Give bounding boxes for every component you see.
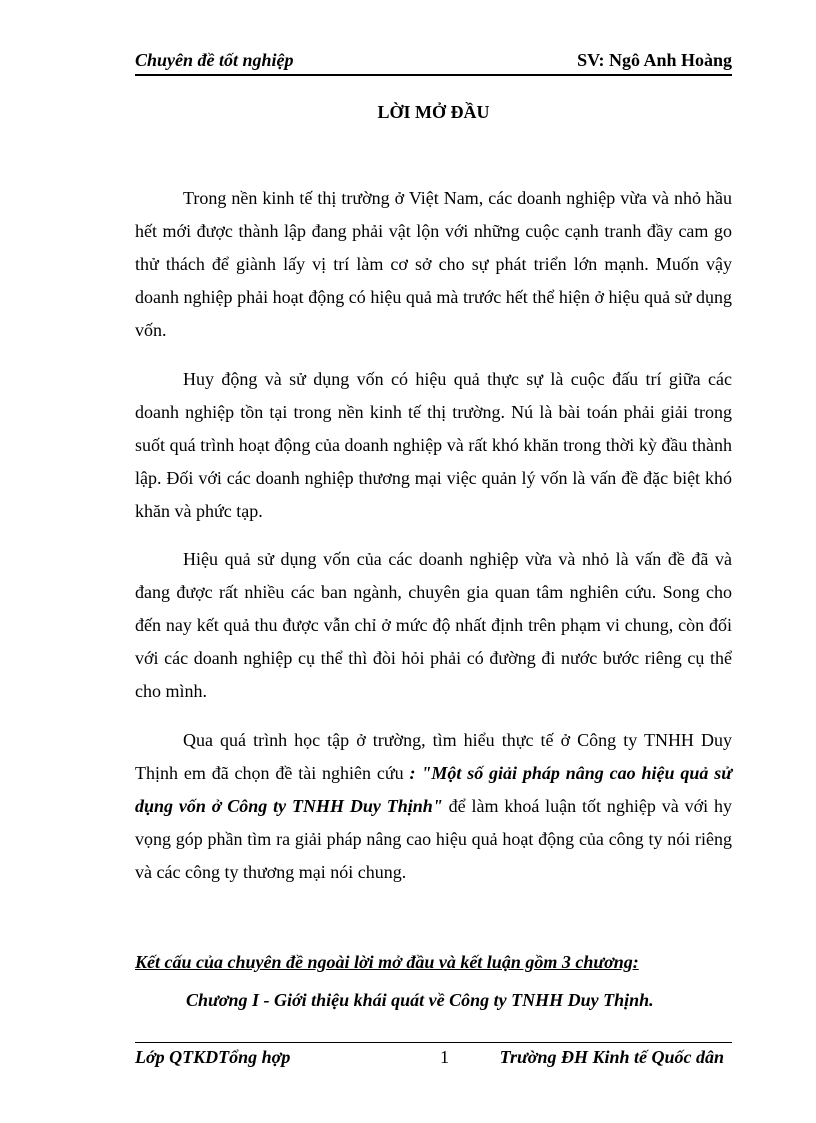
thesis-topic-emphasis: : "Một số giải pháp nâng cao hiệu quả sử dụng vốn ở Công ty TNHH Duy Thịnh" [135,763,732,816]
paragraph-2-text: Huy động và sử dụng vốn có hiệu quả thực sự là cuộc đấu trí giữa các doanh nghiệp tồn tại trong nền kinh tế thị trường. Nú là bài toán phải giải trong suốt quá trình hoạt động của doanh nghiệp và rất khó khăn trong thời kỳ đầu thành lập. Đối với các doanh nghiệp thương mại việc quản lý vốn là vấn đề đặc biệt khó khăn và phức tạp. [135,369,732,521]
paragraph-4 [135,724,732,889]
paragraph-3-text: Hiệu quả sử dụng vốn của các doanh nghiệp vừa và nhỏ là vấn đề đã và đang được rất nhiều các ban ngành, chuyên gia quan tâm nghiên cứu. Song cho đến nay kết quả thu được vẫn chỉ ở mức độ nhất định trên phạm vi chung, còn đối với các doanh nghiệp cụ thể thì đòi hỏi phải có đường đi nước bước riêng cụ thể cho mình. [135,549,732,701]
header-student-name: SV: Ngô Anh Hoàng [577,50,732,70]
paragraph-3 [135,543,732,708]
footer-class-name: Lớp QTKDTổng hợp [135,1047,291,1067]
paragraph-4-after: để làm khoá luận tốt nghiệp và với hy vọng góp phần tìm ra giải pháp nâng cao hiệu quả hoạt động của công ty nói riêng và các công ty thương mại nói chung. [135,796,732,882]
page-title: LỜI MỞ ĐẦU [377,102,490,122]
footer-page-number: 1 [440,1047,449,1067]
paragraph-4-text [135,724,732,889]
paragraph-2 [135,363,732,528]
paragraph-1 [135,182,732,347]
page-header [135,50,732,76]
paragraph-1-text: Trong nền kinh tế thị trường ở Việt Nam, các doanh nghiệp vừa và nhỏ hầu hết mới được thành lập đang phải vật lộn với những cuộc cạnh tranh đầy cam go thử thách để giành lấy vị trí làm cơ sở cho sự phát triển lớn mạnh. Muốn vậy doanh nghiệp phải hoạt động có hiệu quả mà trước hết thể hiện ở hiệu quả sử dụng vốn. [135,188,732,340]
structure-heading: Kết cấu của chuyên đề ngoài lời mở đầu và kết luận gồm 3 chương: [135,952,639,972]
chapter-one-title: Chương I - Giới thiệu khái quát về Công ty TNHH Duy Thịnh. [186,990,654,1010]
page-footer [135,1042,732,1073]
header-left-title: Chuyên đề tốt nghiệp [135,50,294,70]
footer-university: Trường ĐH Kinh tế Quốc dân [499,1047,724,1067]
paragraph-4-before: Qua quá trình học tập ở trường, tìm hiểu thực tế ở Công ty TNHH Duy Thịnh em đã chọn đề tài nghiên cứu [135,730,732,783]
